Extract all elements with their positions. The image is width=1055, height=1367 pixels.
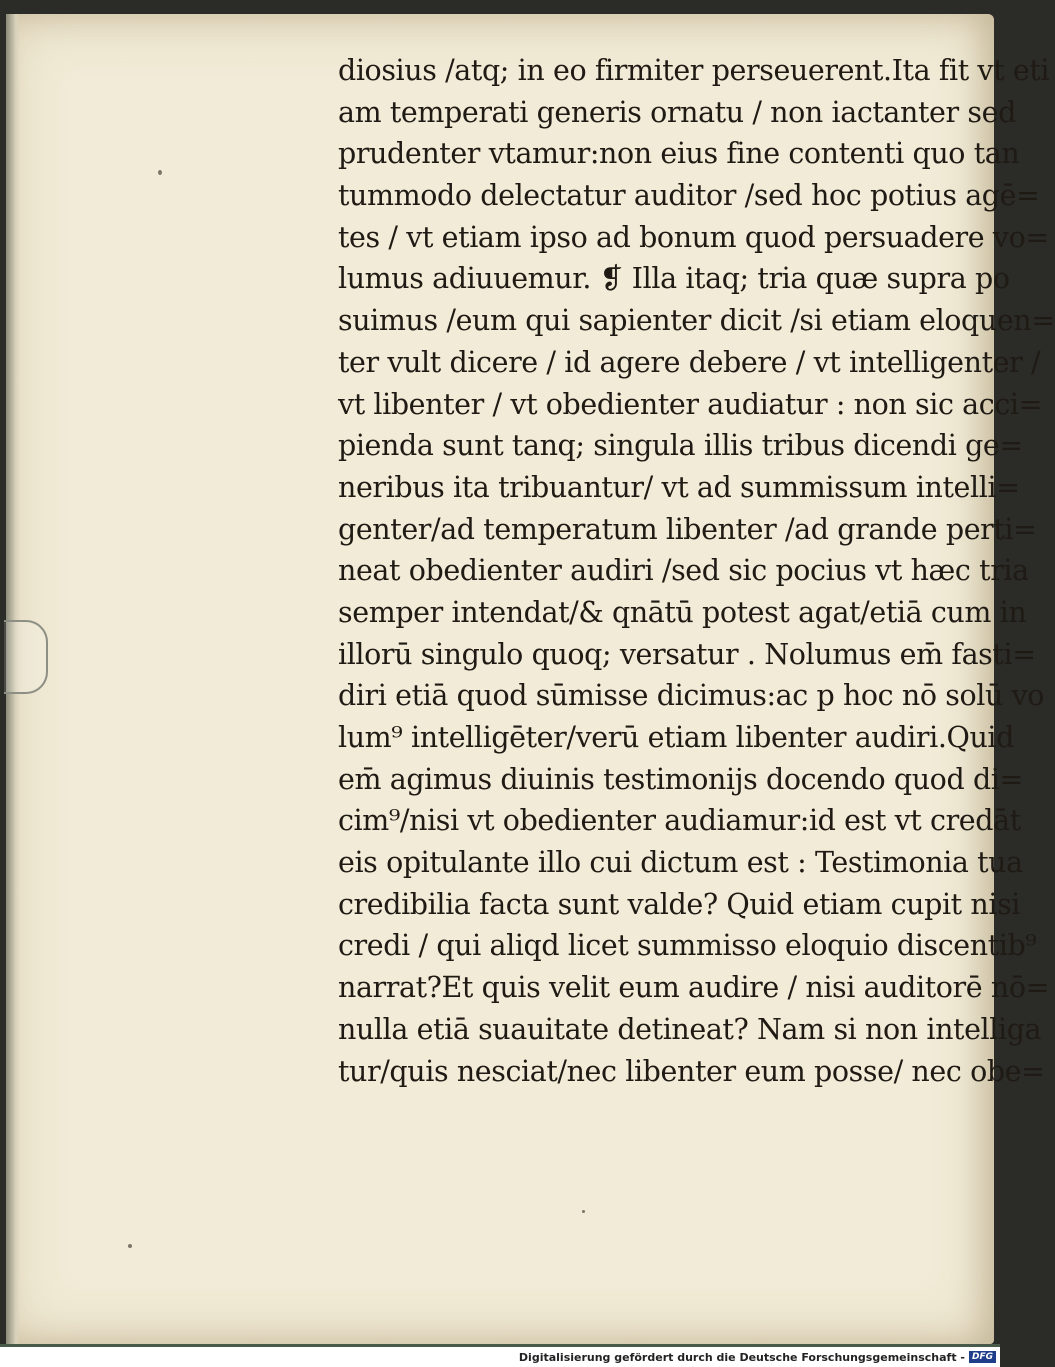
text-line: eis opitulante illo cui dictum est : Testimonia tua: [338, 846, 1023, 880]
paper-spot: [582, 1210, 585, 1213]
text-line: prudenter vtamur:non eius fine contenti quo tan: [338, 137, 1020, 171]
text-line: genter/ad temperatum libenter /ad grande perti=: [338, 512, 1037, 546]
text-line: neribus ita tribuantur/ vt ad summissum intelli=: [338, 470, 1020, 504]
text-line: ter vult dicere / id agere debere / vt intelligenter /: [338, 345, 1041, 379]
text-block: [338, 50, 1055, 1092]
text-line: credibilia facta sunt valde? Quid etiam cupit nisi: [338, 887, 1021, 921]
text-line: pienda sunt tanq; singula illis tribus dicendi ge=: [338, 429, 1023, 463]
dfg-logo: DFG: [969, 1351, 996, 1363]
text-line: diri etiā quod sūmisse dicimus:ac p hoc nō solū vo: [338, 679, 1045, 713]
page-tab-mark: [4, 620, 48, 694]
text-line: neat obedienter audiri /sed sic pocius vt hæc tria: [338, 554, 1029, 588]
text-line: suimus /eum qui sapienter dicit /si etiam eloquen=: [338, 304, 1055, 338]
text-line: am temperati generis ornatu / non iactanter sed: [338, 95, 1016, 129]
text-line: tes / vt etiam ipso ad bonum quod persuadere vo=: [338, 220, 1049, 254]
text-line: vt libenter / vt obedienter audiatur : non sic acci=: [338, 387, 1043, 421]
digitization-footer: [0, 1347, 1000, 1367]
text-line: credi / qui aliqd licet summisso eloquio discentib⁹: [338, 929, 1037, 963]
paper-spot: [158, 170, 162, 175]
paper-spot: [128, 1244, 132, 1248]
text-line: lum⁹ intelligēter/verū etiam libenter audiri.Quid: [338, 721, 1014, 754]
text-line: lumus adiuuemur. ❡ Illa itaq; tria quæ supra po: [338, 262, 1010, 296]
text-line: narrat?Et quis velit eum audire / nisi auditorē nō=: [338, 971, 1050, 1005]
text-line: semper intendat/& qnātū potest agat/etiā cum in: [338, 595, 1027, 629]
text-line: em̄ agimus diuinis testimonijs docendo quod di=: [338, 762, 1023, 796]
text-line: tummodo delectatur auditor /sed hoc potius agē=: [338, 179, 1040, 213]
funding-credit: Digitalisierung gefördert durch die Deutsche Forschungsgemeinschaft -: [518, 1350, 965, 1364]
text-line: diosius /atq; in eo firmiter perseuerent.Ita fit vt eti: [338, 54, 1050, 87]
text-line: tur/quis nesciat/nec libenter eum posse/ nec obe=: [338, 1054, 1045, 1088]
text-line: cim⁹/nisi vt obedienter audiamur:id est vt credāt: [338, 804, 1021, 838]
text-line: nulla etiā suauitate detineat? Nam si non intelliga: [338, 1012, 1042, 1046]
text-line: illorū singulo quoq; versatur . Nolumus em̄ fasti=: [338, 637, 1036, 671]
